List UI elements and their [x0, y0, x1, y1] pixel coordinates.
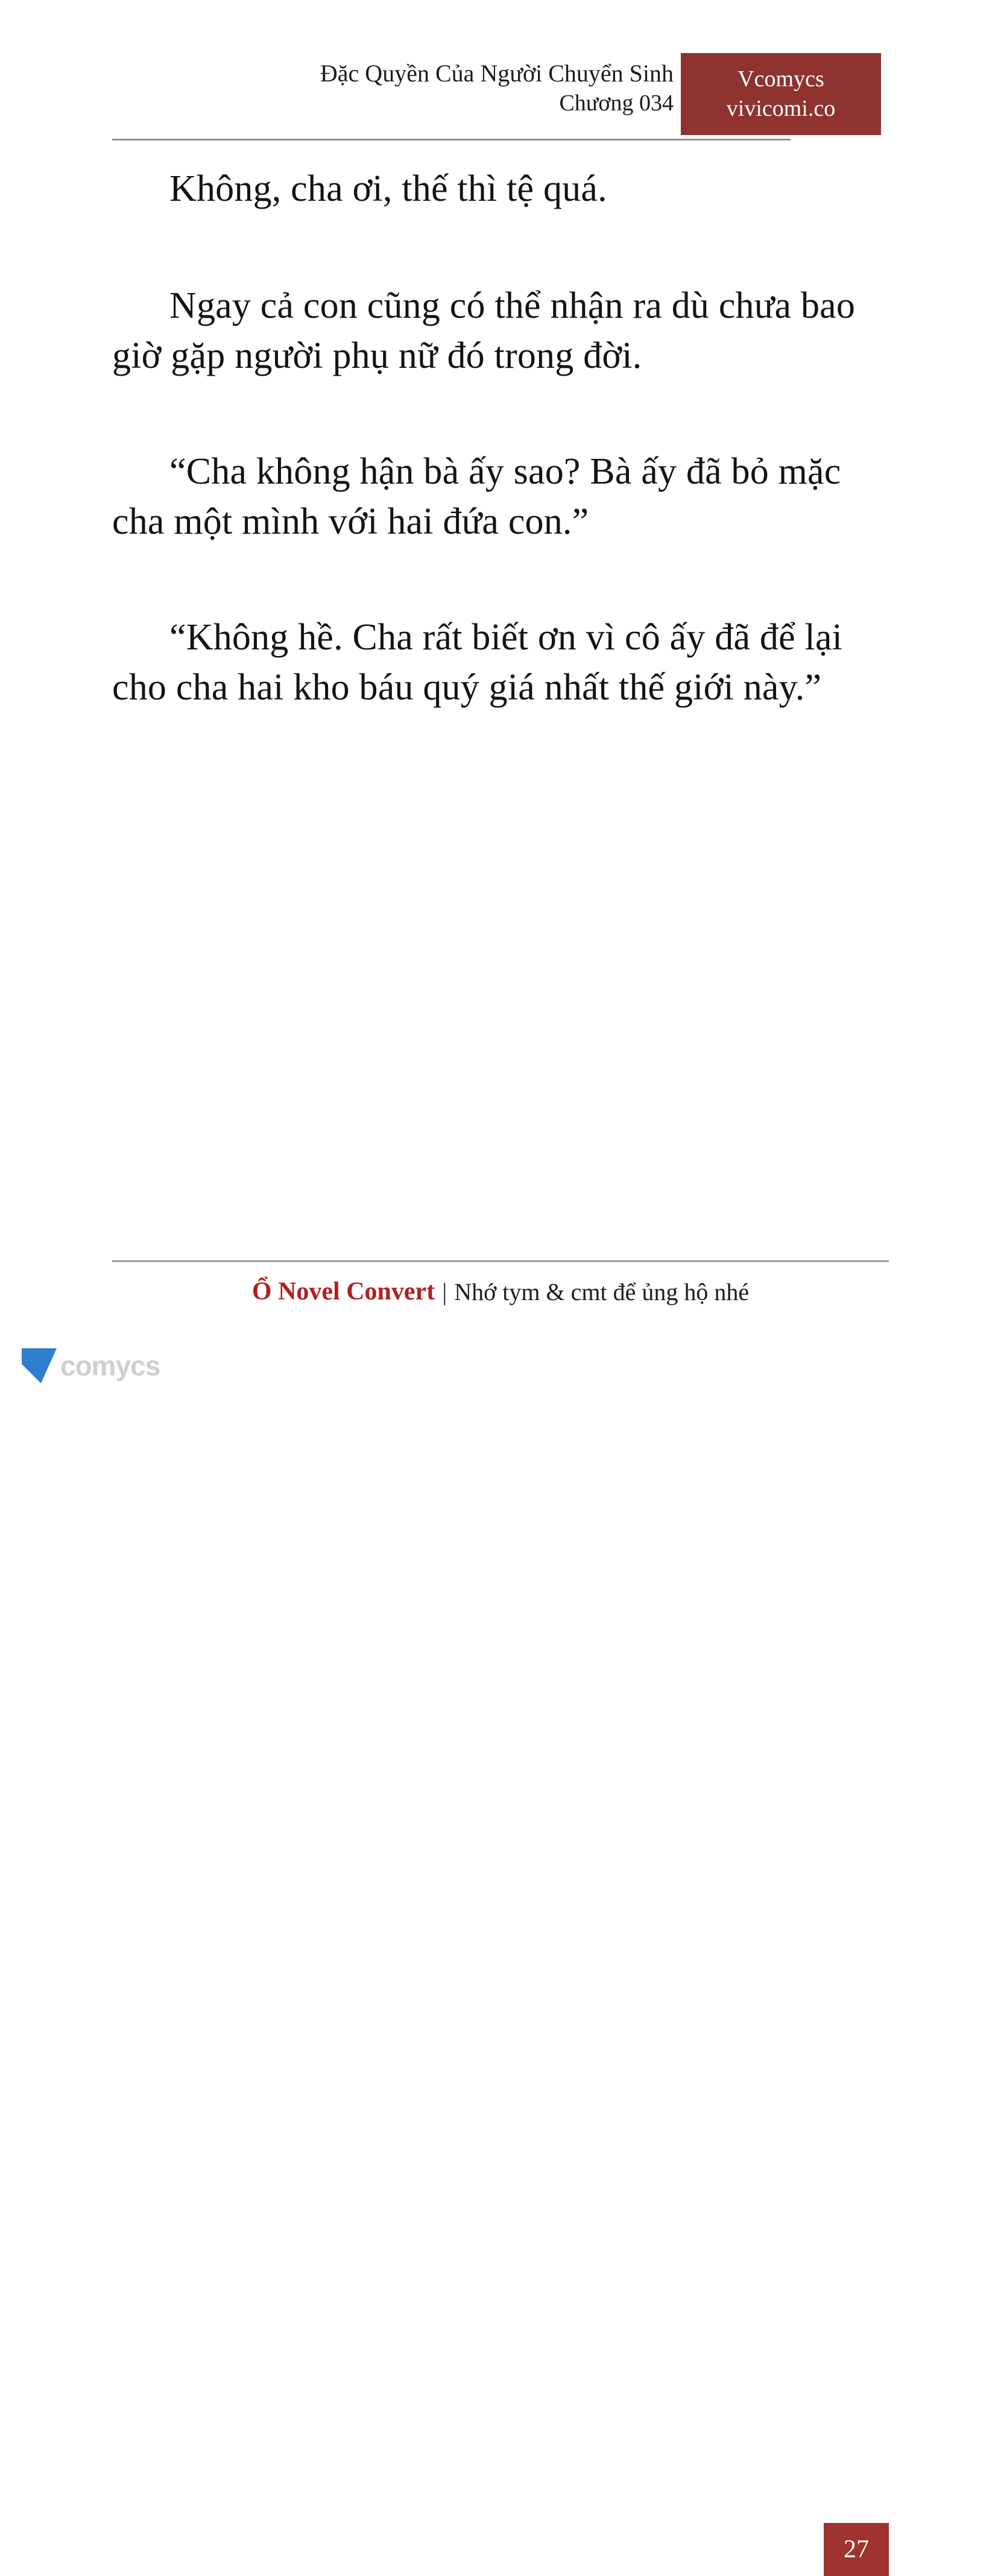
site-badge [681, 53, 881, 135]
page-footer [112, 1260, 889, 1321]
paragraph: Không, cha ơi, thế thì tệ quá. [169, 168, 607, 209]
site-badge-name: Vcomycs [737, 66, 824, 92]
site-badge-url: vivicomi.co [726, 96, 836, 121]
footer-divider [112, 1260, 889, 1262]
paragraph: Ngay cả con cũng có thể nhận ra dù chưa bao giờ gặp người phụ nữ đó trong đời. [112, 285, 856, 376]
header-title-block [320, 58, 674, 118]
watermark-text: comycs [60, 1350, 160, 1381]
novel-title: Đặc Quyền Của Người Chuyển Sinh [320, 60, 674, 87]
page-header [112, 58, 881, 144]
vcomycs-watermark [22, 1340, 172, 1392]
paragraph: “Cha không hận bà ấy sao? Bà ấy đã bỏ mặc cha một mình với hai đứa con.” [112, 451, 841, 542]
v-logo-icon [22, 1348, 57, 1383]
page-number-badge: 27 [824, 2523, 889, 2576]
footer-note: Nhớ tym & cmt để ủng hộ nhé [454, 1278, 750, 1305]
footer-credit [112, 1277, 889, 1306]
chapter-body [112, 164, 890, 754]
footer-brand: Ổ Novel Convert [251, 1278, 435, 1305]
chapter-label: Chương 034 [559, 90, 674, 116]
footer-separator: | [442, 1278, 447, 1305]
header-divider [112, 139, 791, 140]
paragraph: “Không hề. Cha rất biết ơn vì cô ấy đã để lại cho cha hai kho báu quý giá nhất thế giới này.” [112, 617, 843, 708]
